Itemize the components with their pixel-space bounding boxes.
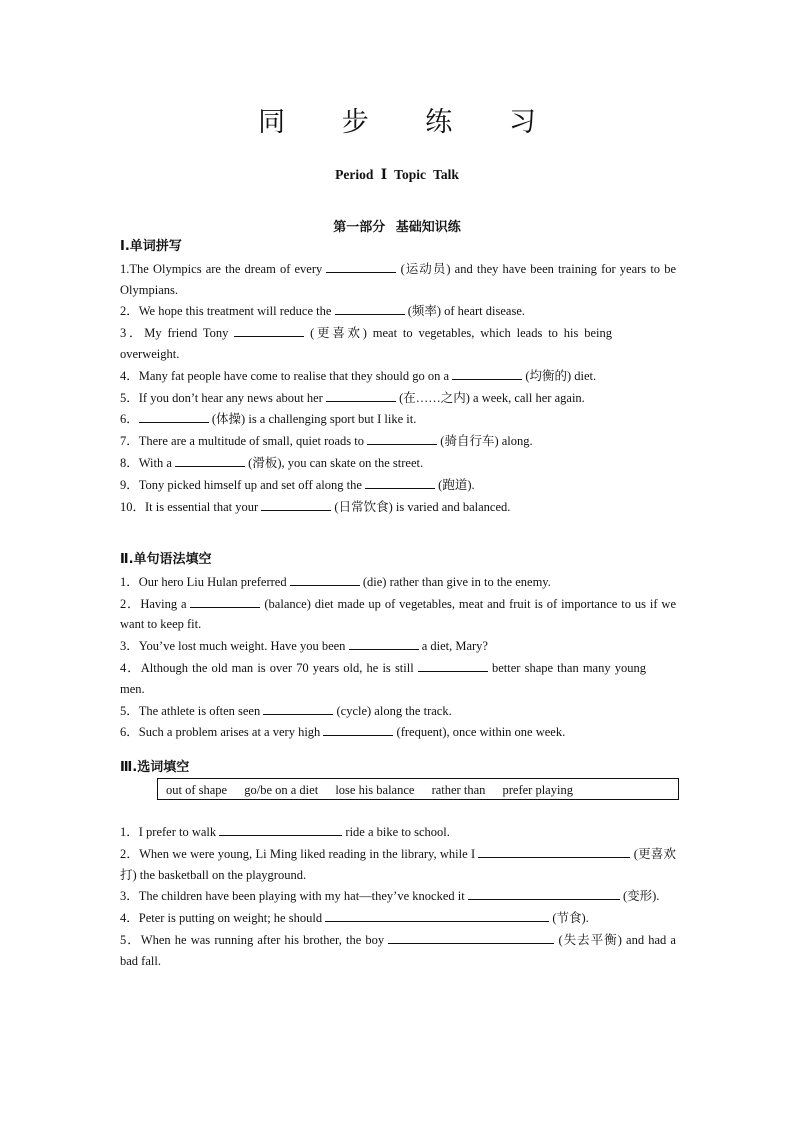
section-word-choice	[120, 758, 676, 779]
answer-blank[interactable]	[388, 929, 554, 944]
period-subtitle: Period Ⅰ Topic Talk	[335, 167, 459, 182]
question-item: 5．If you don’t hear any news about her (在……之内) a week, call her again.	[120, 387, 676, 409]
answer-blank[interactable]	[418, 657, 488, 672]
question-item: 4．Many fat people have come to realise that they should go on a (均衡的) diet.	[120, 365, 676, 387]
answer-blank[interactable]	[263, 700, 333, 715]
question-item: 5．The athlete is often seen (cycle) along the track.	[120, 700, 676, 722]
word-option: out of shape	[166, 783, 228, 797]
section-heading: Ⅰ.单词拼写	[120, 239, 182, 254]
question-item: 1．I prefer to walk ride a bike to school.	[120, 821, 676, 843]
question-item: 9．Tony picked himself up and set off along the (跑道).	[120, 474, 676, 496]
word-option: prefer playing	[502, 783, 573, 797]
question-item: 10．It is essential that your (日常饮食) is varied and balanced.	[120, 496, 676, 518]
question-item: 2．Having a (balance) diet made up of vegetables, meat and fruit is of importance to us if we want to keep fit.	[120, 593, 676, 636]
answer-blank[interactable]	[367, 430, 437, 445]
question-item: 3．The children have been playing with my hat—they’ve knocked it (变形).	[120, 885, 676, 907]
answer-blank[interactable]	[219, 821, 342, 836]
answer-blank[interactable]	[468, 885, 620, 900]
answer-blank[interactable]	[290, 571, 360, 586]
answer-blank[interactable]	[325, 907, 549, 922]
question-item: 4．Peter is putting on weight; he should (节食).	[120, 907, 676, 929]
section-heading: Ⅱ.单句语法填空	[120, 552, 212, 567]
question-item: 4．Although the old man is over 70 years old, he is still better shape than many young men.	[120, 657, 676, 700]
question-item: 3．My friend Tony (更喜欢) meat to vegetables, which leads to his being overweight.	[120, 322, 676, 365]
answer-blank[interactable]	[335, 300, 405, 315]
section-word-choice-items	[120, 821, 676, 972]
question-item: 6． (体操) is a challenging sport but I like it.	[120, 408, 676, 430]
section-spelling	[120, 237, 676, 517]
answer-blank[interactable]	[323, 721, 393, 736]
word-option: lose his balance	[335, 783, 415, 797]
question-item: 3．You’ve lost much weight. Have you been a diet, Mary?	[120, 635, 676, 657]
answer-blank[interactable]	[175, 452, 245, 467]
question-item: 8．With a (滑板), you can skate on the street.	[120, 452, 676, 474]
question-item: 2．When we were young, Li Ming liked reading in the library, while I (更喜欢打) the basketball on the playground.	[120, 843, 676, 886]
answer-blank[interactable]	[326, 387, 396, 402]
question-item: 5．When he was running after his brother, the boy (失去平衡) and had a bad fall.	[120, 929, 676, 972]
page-title: 同 步 练 习	[258, 107, 560, 138]
question-item: 1.The Olympics are the dream of every (运动员) and they have been training for years to be Olympians.	[120, 258, 676, 301]
question-item: 1．Our hero Liu Hulan preferred (die) rather than give in to the enemy.	[120, 571, 676, 593]
answer-blank[interactable]	[326, 258, 396, 273]
section-heading: Ⅲ.选词填空	[120, 760, 190, 775]
answer-blank[interactable]	[365, 474, 435, 489]
word-option: rather than	[431, 783, 486, 797]
word-bank	[157, 778, 679, 800]
question-item: 7．There are a multitude of small, quiet roads to (骑自行车) along.	[120, 430, 676, 452]
answer-blank[interactable]	[478, 843, 630, 858]
question-item: 2．We hope this treatment will reduce the (频率) of heart disease.	[120, 300, 676, 322]
word-option: go/be on a diet	[244, 783, 319, 797]
question-item: 6．Such a problem arises at a very high (frequent), once within one week.	[120, 721, 676, 743]
answer-blank[interactable]	[190, 593, 260, 608]
answer-blank[interactable]	[234, 322, 304, 337]
part-heading: 第一部分 基础知识练	[333, 220, 461, 235]
section-grammar	[120, 550, 676, 743]
answer-blank[interactable]	[139, 408, 209, 423]
answer-blank[interactable]	[349, 635, 419, 650]
answer-blank[interactable]	[452, 365, 522, 380]
answer-blank[interactable]	[261, 496, 331, 511]
